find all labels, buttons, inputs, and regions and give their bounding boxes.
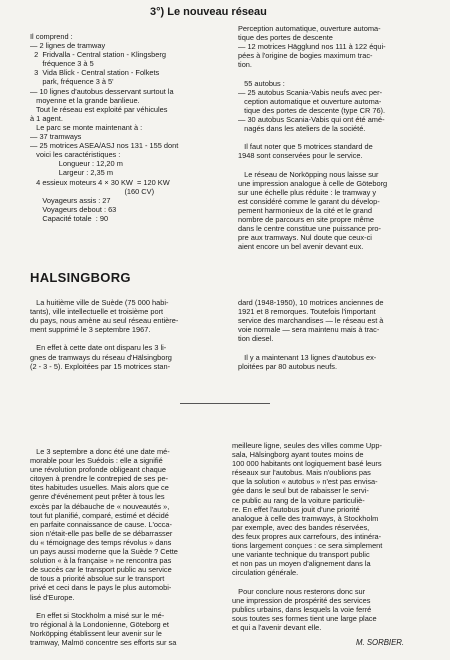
col-right-top-line: 1948 sont conservées pour le service.: [238, 151, 363, 161]
hels-left-line: ment supprimé le 3 septembre 1967.: [30, 325, 151, 335]
hels-left-line: du pays, nous amène au seul réseau entière-: [30, 316, 179, 326]
hels-left-line: [30, 334, 178, 343]
bottom-left-line: solution « à la française » ne rencontra pas: [30, 556, 172, 566]
bottom-left-line: tro régional à la Londonienne, Göteborg et: [30, 619, 169, 629]
col-right-top-line: nombre de parcours en site propre même: [238, 214, 374, 224]
col-right-top-line: pre aux tramways. Nul doute que ceux-ci: [238, 233, 372, 243]
col-left-top-line: à 1 agent.: [30, 113, 63, 123]
bottom-right-line: que la solution « autobus » n'est pas envisa-: [232, 477, 378, 487]
hels-right-line: dard (1948-1950), 10 motrices anciennes de: [238, 298, 384, 307]
hels-left: [30, 298, 178, 371]
bottom-right-line: re. En effet l'autobus jouit d'une priorité: [232, 504, 360, 514]
bottom-right-line: réseaux sur l'autobus. Mais n'oublions pas: [232, 468, 371, 478]
bottom-right-line: analogue à celle des tramways, à Stockholm: [232, 513, 379, 523]
bottom-left-line: En effet si Stockholm a misé sur le mé-: [30, 610, 165, 620]
bottom-left-line: genre d'événement peut prêter à tous les: [30, 492, 165, 502]
hels-left-line: tants), ville intellectuelle et troisième port: [30, 307, 164, 317]
col-right-top-line: [238, 69, 387, 78]
col-right-top-line: pées à l'origine de bogies maximum trac-: [238, 51, 373, 61]
bottom-right-line: des feux propres aux carrefours, des intinéra-: [232, 531, 382, 541]
col-left-top-line: moyenne et la grande banlieue.: [30, 95, 140, 105]
bottom-left-line: tramway, Malmö concentre ses efforts sur sa: [30, 637, 177, 647]
bottom-right-line: et qui a l'avenir devant elle.: [232, 622, 322, 632]
bottom-left-line: Norköpping établissent leur avenir sur le: [30, 628, 162, 638]
hels-left-line: En effet à cette date ont disparu les 3 li-: [30, 343, 167, 353]
bottom-right-line: et non pas un moyen d'alignement dans la: [232, 559, 371, 569]
bottom-left-line: lisé d'Europe.: [30, 592, 75, 602]
col-left-top-line: Longueur : 12,20 m: [30, 159, 123, 169]
bottom-right-line: tions largement conçues : ce sera simplement: [232, 541, 383, 551]
col-left-top-line: park, fréquence 3 à 5': [30, 77, 114, 87]
col-right-top-line: Le réseau de Norköpping nous laisse sur: [238, 169, 379, 179]
bottom-left-line: de succès car le transport public au service: [30, 565, 172, 575]
col-right-top-line: nagés dans les ateliers de la société.: [238, 124, 366, 134]
col-left-top-line: — 10 lignes d'autobus desservant surtout la: [30, 86, 174, 96]
col-right-top: [238, 24, 387, 251]
col-right-top-line: ception automatique et ouverture automa-: [238, 96, 382, 106]
bottom-right-line: par exemple, avec des bandes réservées,: [232, 522, 370, 532]
col-left-top-line: 2 Fridvalla - Central station - Klingsberg: [30, 50, 166, 60]
col-left-top-line: fréquence 3 à 5: [30, 59, 94, 69]
hels-right-line: [238, 343, 383, 352]
col-right-top-line: Perception automatique, ouverture automa-: [238, 24, 381, 33]
hels-right: [238, 298, 383, 371]
bottom-left: [30, 447, 178, 647]
divider: [180, 403, 270, 404]
col-right-top-line: pement harmonieux de la cité et le grand: [238, 205, 372, 215]
bottom-left-line: citoyen à prendre le contrepied de ses pe-: [30, 474, 169, 484]
bottom-right-line: [232, 577, 382, 586]
col-right-top-line: [238, 160, 387, 169]
bottom-right-line: circulation générale.: [232, 568, 299, 578]
col-right-top-line: dans le centre constitue une puissance pro-: [238, 224, 381, 234]
bottom-right-line: une variante technique du transport public: [232, 550, 370, 560]
col-left-top-line: — 25 motrices ASEA/ASJ nos 131 - 155 dont: [30, 141, 179, 151]
col-left-top: [30, 32, 178, 223]
bottom-right-line: ce public au rang de la voiture particuliè-: [232, 495, 365, 505]
bottom-left-line: privé et ceci dans le pays le plus automobi-: [30, 583, 172, 593]
bottom-right-line: sous toutes ses formes tient une large place: [232, 613, 377, 623]
bottom-right-line: gée dans le seul but de rabaisser le servi-: [232, 486, 369, 496]
bottom-left-line: un pays aussi moderne que la Suède ? Cette: [30, 547, 178, 557]
bottom-left-line: tites habitudes usuelles. Mais alors que ce: [30, 483, 169, 493]
bottom-right-line: une impression de prospérité des services: [232, 595, 371, 605]
col-right-top-line: aient encore un bel avenir devant eux.: [238, 242, 364, 252]
hels-right-line: 1921 et 8 remorques. Toutefois l'important: [238, 307, 376, 317]
col-right-top-line: 55 autobus :: [238, 78, 285, 88]
col-left-top-line: Voyageurs debout : 63: [30, 204, 117, 214]
col-right-top-line: Il faut noter que 5 motrices standard de: [238, 142, 373, 152]
hels-left-line: gnes de tramways du réseau d'Hälsingborg: [30, 352, 172, 362]
hels-left-line: (2 - 3 - 5). Exploitées par 15 motrices stan-: [30, 361, 171, 371]
bottom-right-line: 100 000 habitants ont logiquement basé leurs: [232, 459, 382, 469]
signature: M. SORBIER.: [356, 638, 405, 647]
hels-right-line: service des marchandises — le réseau est à: [238, 316, 384, 326]
col-right-top-line: tique des portes de descente (type CR 76).: [238, 105, 386, 115]
hels-right-line: voie normale — sera maintenu mais à trac-: [238, 325, 380, 335]
helsingborg-title: HALSINGBORG: [30, 270, 131, 285]
col-right-top-line: tique des portes de descente: [238, 33, 333, 43]
col-left-top-line: (160 CV): [30, 186, 155, 196]
bottom-left-line: excès par la débauche de « nouveautés »,: [30, 501, 170, 511]
col-right-top-line: tion.: [238, 60, 252, 70]
bottom-left-line: une révolution profonde obligeant chaque: [30, 465, 167, 475]
bottom-right: [232, 441, 382, 632]
col-left-top-line: Tout le réseau est exploité par véhicules: [30, 104, 168, 114]
bottom-left-line: de tous a priorité absolue sur le transport: [30, 574, 165, 584]
col-right-top-line: — 30 autobus Scania-Vabis qui ont été amé-: [238, 114, 385, 124]
col-right-top-line: sur une échelle plus réduite : le tramway y: [238, 187, 377, 197]
bottom-left-line: en parfaite connaissance de cause. L'occa-: [30, 519, 172, 529]
col-right-top-line: — 12 motrices Hägglund nos 111 à 122 équi-: [238, 42, 386, 52]
col-left-top-line: Largeur : 2,35 m: [30, 168, 113, 178]
hels-right-line: Il y a maintenant 13 lignes d'autobus ex-: [238, 352, 377, 362]
col-left-top-line: 3 Vida Blick - Central station - Folkets: [30, 68, 160, 78]
bottom-right-line: meilleure ligne, seules des villes comme Upp-: [232, 441, 382, 450]
section-title: 3°) Le nouveau réseau: [150, 6, 267, 18]
col-right-top-line: est considéré comme le garant du dévelop-: [238, 196, 380, 206]
col-right-top-line: une impression analogue à celle de Göteborg: [238, 178, 388, 188]
hels-right-line: ploitées par 80 autobus neufs.: [238, 361, 338, 371]
col-left-top-line: voici les caractéristiques :: [30, 150, 121, 160]
hels-right-line: tion diesel.: [238, 334, 274, 344]
col-left-top-line: Il comprend :: [30, 32, 73, 41]
col-right-top-line: [238, 133, 387, 142]
col-left-top-line: Le parc se monte maintenant à :: [30, 122, 143, 132]
bottom-left-line: du « témoignage des temps révolus » dans: [30, 537, 172, 547]
col-left-top-line: — 2 lignes de tramway: [30, 41, 106, 51]
bottom-right-line: Pour conclure nous resterons donc sur: [232, 586, 366, 596]
bottom-left-line: morable pour les Suédois : elle a signifié: [30, 456, 163, 466]
bottom-right-line: sala, Hälsingborg ayant toutes moins de: [232, 450, 364, 460]
bottom-right-line: publics urbains, dans lesquels la voie ferré: [232, 604, 372, 614]
col-left-top-line: 4 essieux moteurs 4 × 30 KW = 120 KW: [30, 177, 170, 187]
col-right-top-line: — 25 autobus Scania-Vabis neufs avec per-: [238, 87, 383, 97]
bottom-left-line: Le 3 septembre a donc été une date mé-: [30, 447, 170, 456]
bottom-left-line: [30, 602, 178, 611]
col-left-top-line: Voyageurs assis : 27: [30, 195, 111, 205]
bottom-left-line: tout fut planifié, comparé, estimé et décidé: [30, 510, 169, 520]
hels-left-line: La huitième ville de Suède (75 000 habi-: [30, 298, 169, 307]
col-left-top-line: Capacité totale : 90: [30, 213, 109, 223]
bottom-left-line: sion n'était-elle pas belle de se débarrasser: [30, 528, 173, 538]
col-left-top-line: — 37 tramways: [30, 132, 82, 142]
